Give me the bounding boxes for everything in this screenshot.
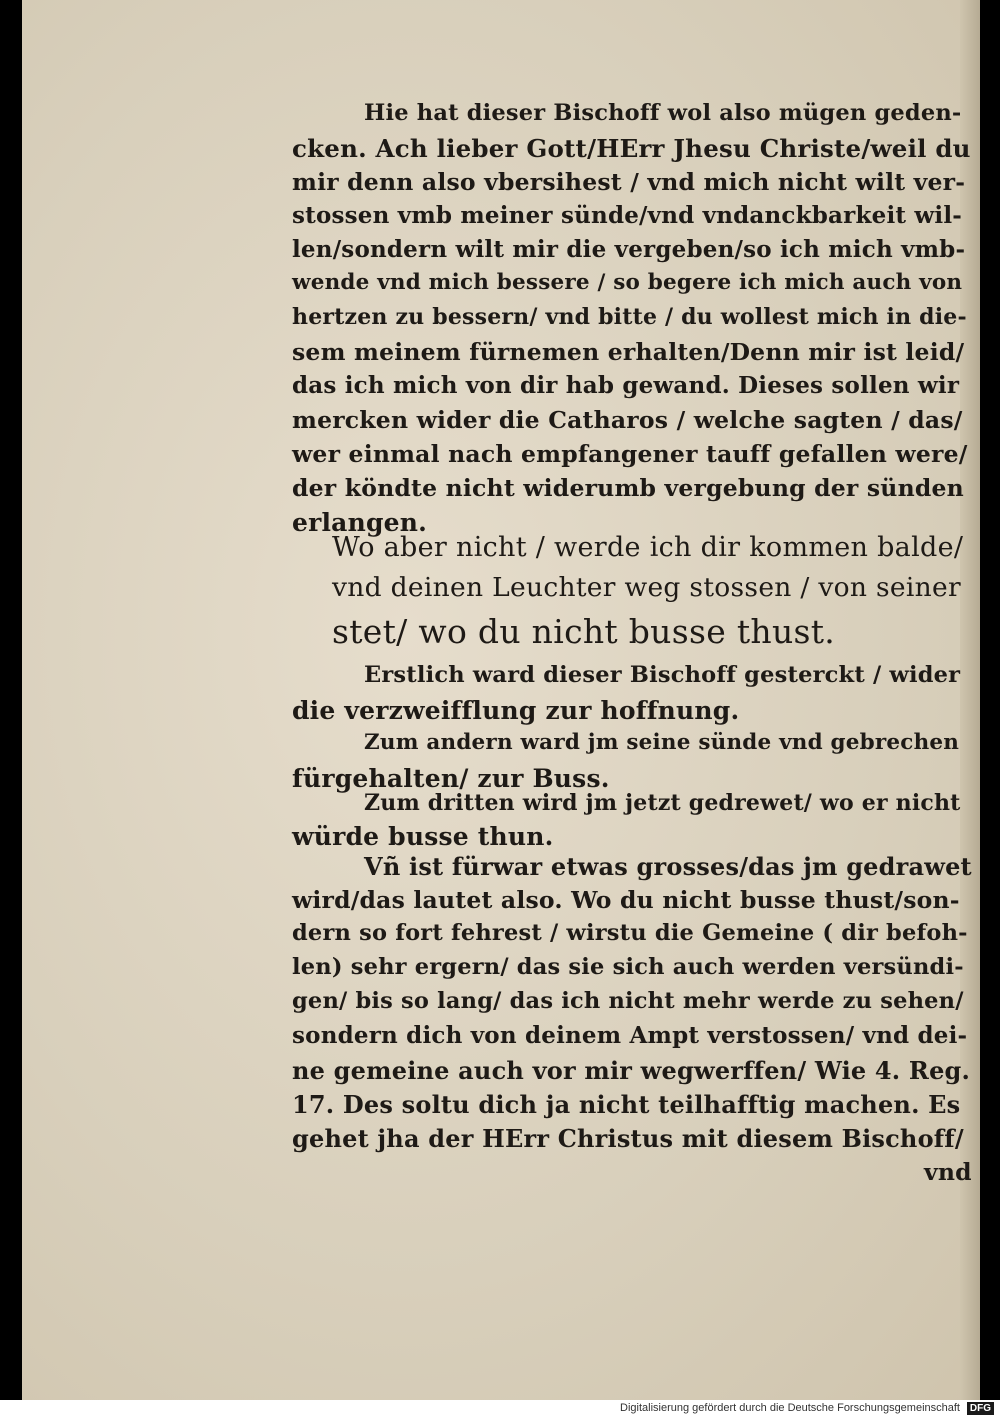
paragraph5-line-6: sondern dich von deinem Ampt verstossen/ vnd dei- [292,1022,968,1049]
paragraph1-line-13: erlangen. [292,508,428,537]
paragraph4-line-2: würde busse thun. [292,822,554,851]
scripture-line-2: vnd deinen Leuchter weg stossen / von seiner [332,572,961,603]
scripture-line-3: stet/ wo du nicht busse thust. [332,612,836,651]
paragraph1-line-1: Hie hat dieser Bischoff wol also mügen geden- [364,100,962,126]
paragraph3-line-2: fürgehalten/ zur Buss. [292,764,610,793]
paragraph5-line-5: gen/ bis so lang/ das ich nicht mehr werde zu sehen/ [292,988,964,1014]
paragraph1-line-6: wende vnd mich bessere / so begere ich mich auch von [292,270,963,295]
paragraph1-line-12: der köndte nicht widerumb vergebung der sünden [292,474,964,502]
paragraph1-line-2: cken. Ach lieber Gott/HErr Jhesu Christe/weil du [292,134,971,163]
paragraph5-line-8: 17. Des soltu dich ja nicht teilhafftig machen. Es [292,1090,961,1119]
paragraph1-line-11: wer einmal nach empfangener tauff gefallen were/ [292,440,968,468]
paragraph1-line-8: sem meinem fürnemen erhalten/Denn mir ist leid/ [292,338,965,366]
paragraph4-line-1: Zum dritten wird jm jetzt gedrewet/ wo er nicht [364,790,961,816]
catchword: vnd [924,1158,972,1186]
footer-credit-text: Digitalisierung gefördert durch die Deutsche Forschungsgemeinschaft [620,1402,960,1414]
paragraph2-line-1: Erstlich ward dieser Bischoff gesterckt / wider [364,662,961,688]
paragraph5-line-9: gehet jha der HErr Christus mit diesem Bischoff/ [292,1124,964,1153]
paragraph1-line-5: len/sondern wilt mir die vergeben/so ich mich vmb- [292,236,966,263]
scripture-line-1: Wo aber nicht / werde ich dir kommen balde/ [332,532,964,563]
paragraph3-line-1: Zum andern ward jm seine sünde vnd gebrechen [364,730,960,755]
paragraph5-line-4: len) sehr ergern/ das sie sich auch werden versündi- [292,954,964,980]
paragraph1-line-10: mercken wider die Catharos / welche sagten / das/ [292,406,963,434]
paragraph1-line-3: mir denn also vbersihest / vnd mich nicht wilt ver- [292,168,966,196]
page-edge-shadow [960,0,980,1400]
paragraph1-line-7: hertzen zu bessern/ vnd bitte / du wollest mich in die- [292,304,967,330]
document-page [22,0,980,1400]
paragraph1-line-4: stossen vmb meiner sünde/vnd vndanckbarkeit wil- [292,202,963,229]
paragraph2-line-2: die verzweifflung zur hoffnung. [292,696,740,725]
paragraph1-line-9: das ich mich von dir hab gewand. Dieses sollen wir [292,372,960,399]
paragraph5-line-7: ne gemeine auch vor mir wegwerffen/ Wie 4. Reg. [292,1056,971,1085]
paragraph5-line-3: dern so fort fehrest / wirstu die Gemeine ( dir befoh- [292,920,968,946]
dfg-logo: DFG [967,1402,994,1415]
footer-bar [0,1400,1000,1419]
paragraph5-line-2: wird/das lautet also. Wo du nicht busse thust/son- [292,886,960,914]
paragraph5-line-1: Vñ ist fürwar etwas grosses/das jm gedrawet [364,852,972,881]
